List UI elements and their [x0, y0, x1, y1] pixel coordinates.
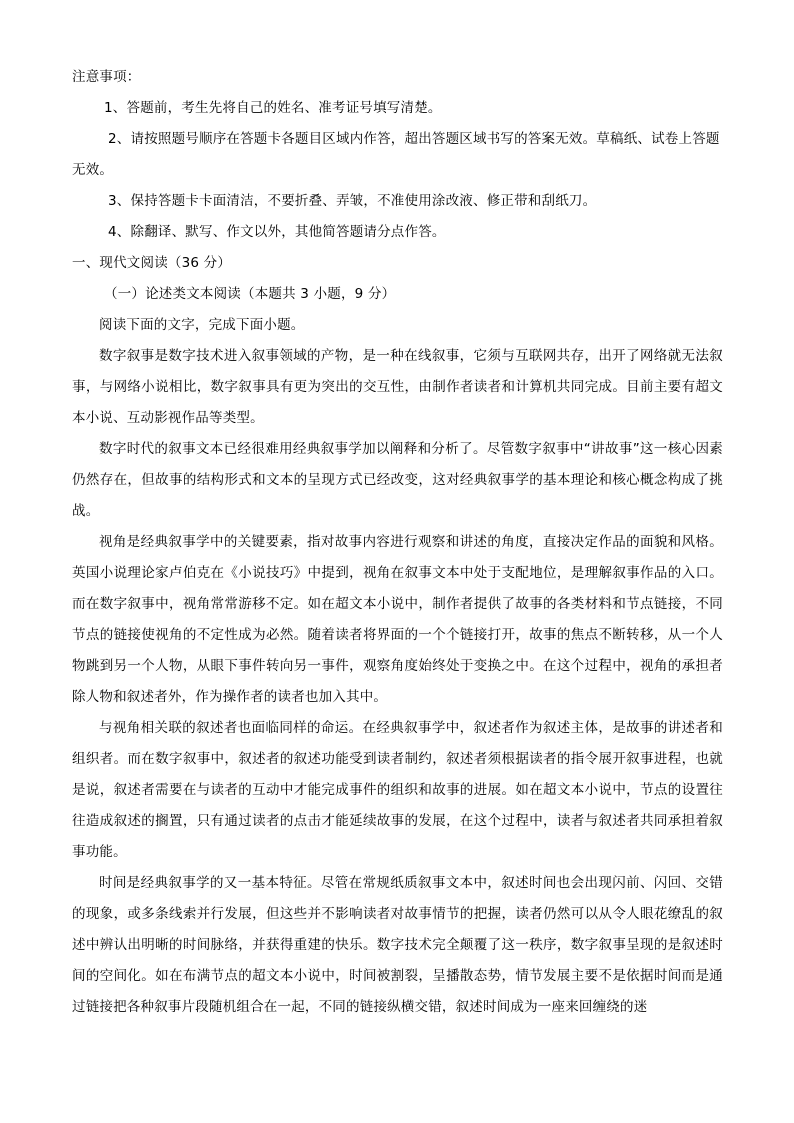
paragraph-2: 数字时代的叙事文本已经很难用经典叙事学加以阐释和分析了。尽管数字叙事中“讲故事”这一核心因素仍然存在，但故事的结构形式和文本的呈现方式已经改变，这对经典叙事学的基本理论和核心概念构成了挑战。 [72, 441, 723, 519]
notice-item-2-continued: 无效。 [72, 162, 114, 178]
notice-item-4: 4、除翻译、默写、作文以外，其他简答题请分点作答。 [108, 224, 446, 240]
notice-item-2: 2、请按照题号顺序在答题卡各题目区域内作答，超出答题区域书写的答案无效。草稿纸、试卷上答题 [108, 131, 720, 147]
paragraph-3: 视角是经典叙事学中的关键要素，指对故事内容进行观察和讲述的角度，直接决定作品的面貌和风格。英国小说理论家卢伯克在《小说技巧》中提到，视角在叙事文本中处于支配地位，是理解叙事作品的入口。而在数字叙事中，视角常常游移不定。如在超文本小说中，制作者提供了故事的各类材料和节点链接，不同节点的链接使视角的不定性成为必然。随着读者将界面的一个个链接打开，故事的焦点不断转移，从一个人物跳到另一个人物，从眼下事件转向另一事件，观察角度始终处于变换之中。在这个过程中，视角的承担者除人物和叙述者外，作为操作者的读者也加入其中。 [72, 534, 723, 705]
paragraph-4: 与视角相关联的叙述者也面临同样的命运。在经典叙事学中，叙述者作为叙述主体，是故事的讲述者和组织者。而在数字叙事中，叙述者的叙述功能受到读者制约，叙述者须根据读者的指令展开叙事进程，也就是说，叙述者需要在与读者的互动中才能完成事件的组织和故事的进展。如在超文本小说中，节点的设置往往造成叙述的搁置，只有通过读者的点击才能延续故事的发展，在这个过程中，读者与叙述者共同承担着叙事功能。 [72, 720, 723, 860]
section-subtitle: （一）论述类文本阅读（本题共 3 小题，9 分） [104, 286, 396, 302]
notice-item-3: 3、保持答题卡卡面清洁，不要折叠、弄皱，不准使用涂改液、修正带和刮纸刀。 [108, 193, 597, 209]
notice-item-1: 1、答题前，考生先将自己的姓名、准考证号填写清楚。 [104, 100, 442, 116]
paragraph-1: 数字叙事是数字技术进入叙事领域的产物，是一种在线叙事，它须与互联网共存，出开了网络就无法叙事，与网络小说相比，数字叙事具有更为突出的交互性，由制作者读者和计算机共同完成。目前主要有超文本小说、互动影视作品等类型。 [72, 348, 723, 426]
notice-title: 注意事项： [72, 69, 141, 85]
reading-instruction: 阅读下面的文字，完成下面小题。 [99, 317, 305, 333]
exam-page [72, 62, 723, 1023]
paragraph-5: 时间是经典叙事学的又一基本特征。尽管在常规纸质叙事文本中，叙述时间也会出现闪前、闪回、交错的现象，或多条线索并行发展，但这些并不影响读者对故事情节的把握，读者仍然可以从令人眼花缭乱的叙述中辨认出明晰的时间脉络，并获得重建的快乐。数字技术完全颠覆了这一秩序，数字叙事呈现的是叙述时间的空间化。如在布满节点的超文本小说中，时间被割裂，呈播散态势，情节发展主要不是依据时间而是通过链接把各种叙事片段随机组合在一起，不同的链接纵横交错，叙述时间成为一座来回缠绕的迷 [72, 875, 723, 1015]
section-title: 一、现代文阅读（36 分） [72, 255, 232, 271]
